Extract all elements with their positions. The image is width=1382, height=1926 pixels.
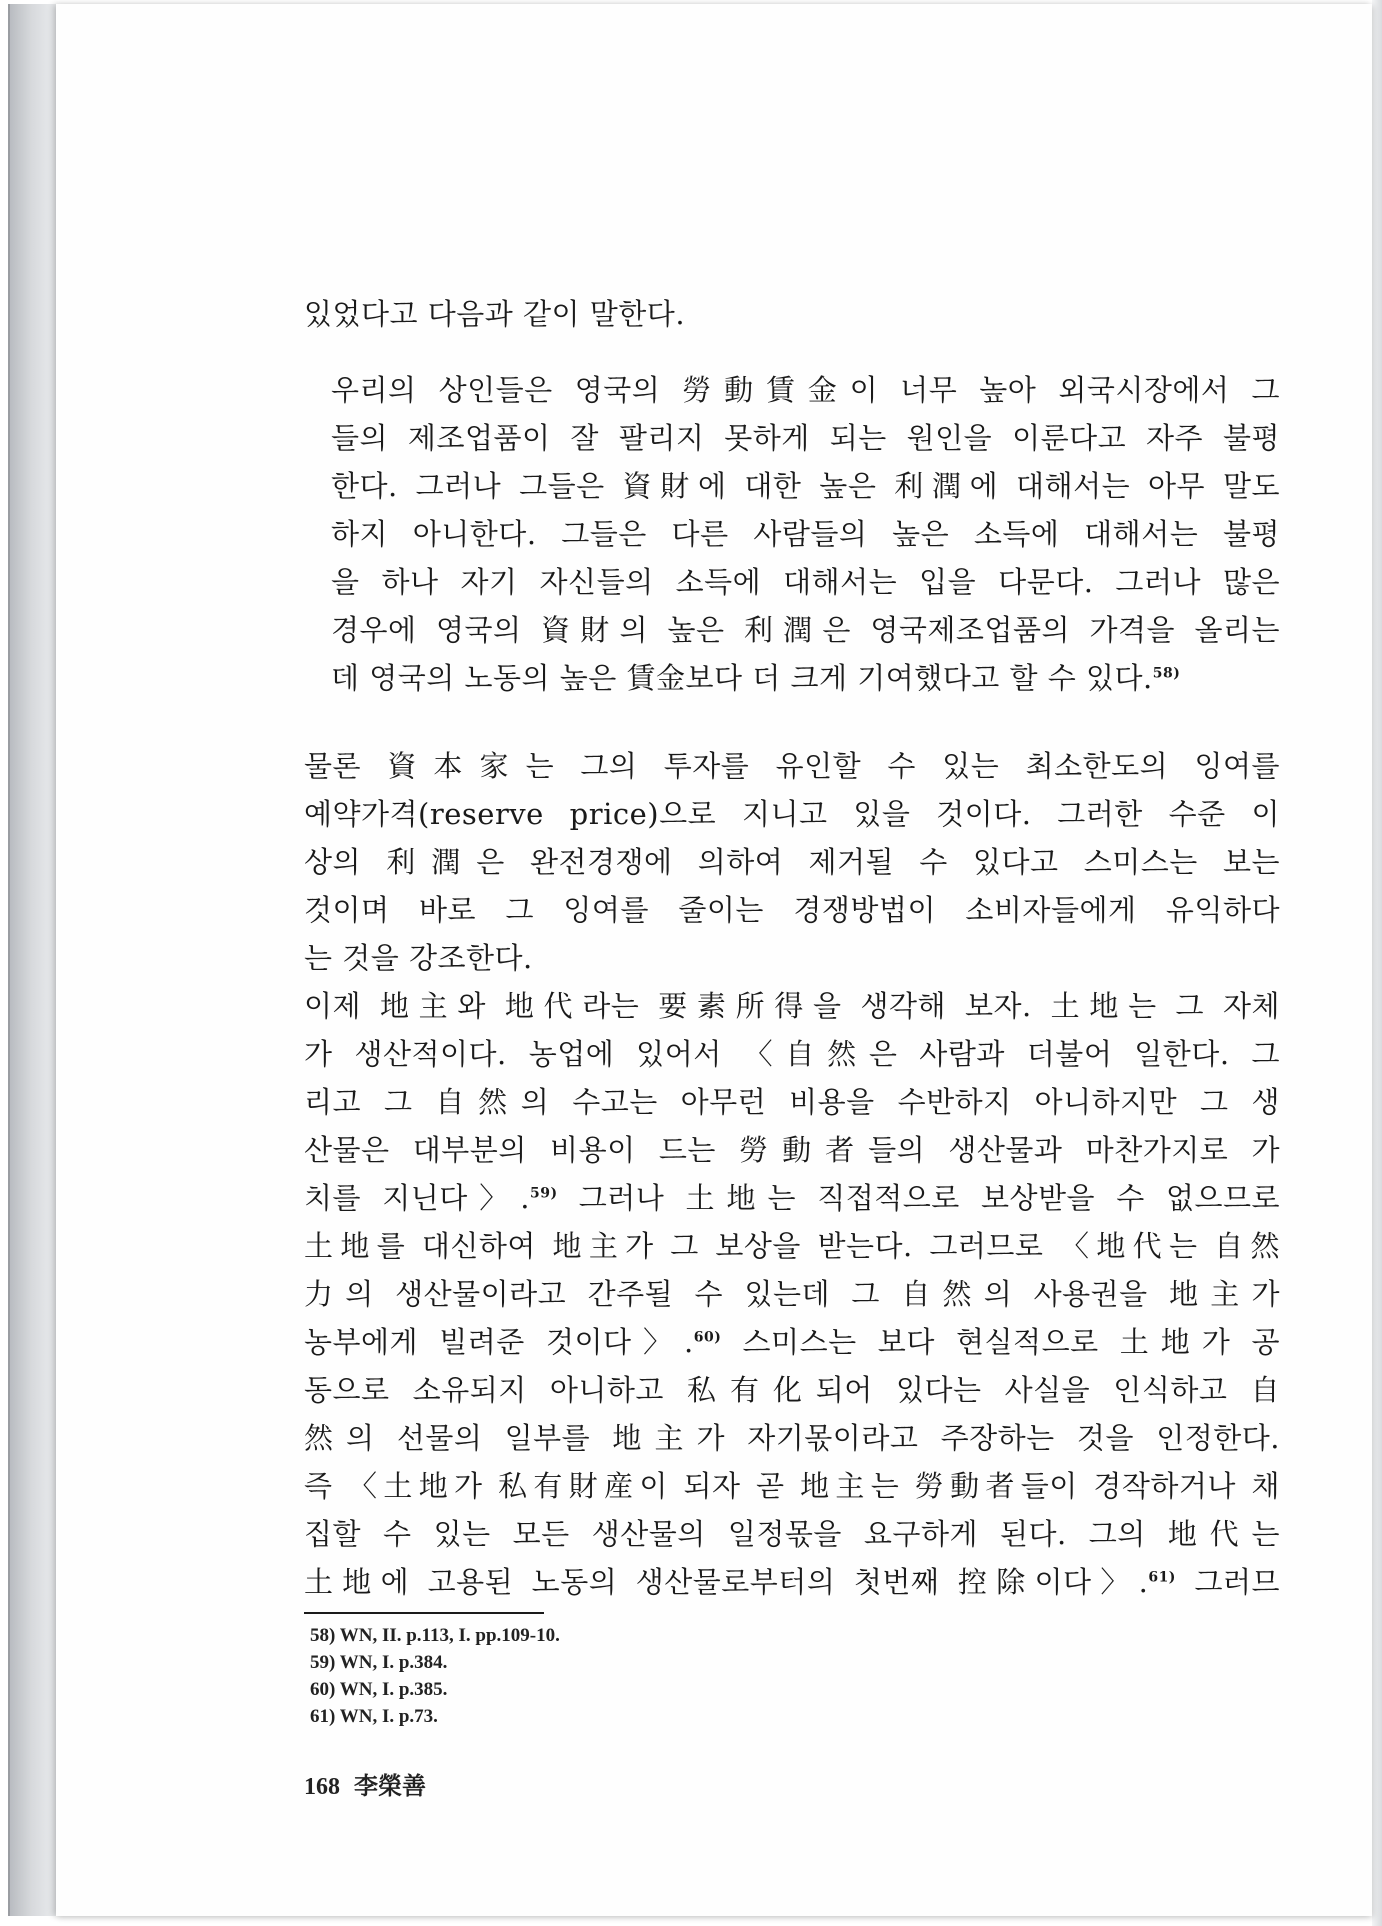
paragraph-2 — [304, 982, 1280, 1606]
block-quote — [304, 366, 1280, 702]
body-line: 동으로 소유되지 아니하고 私有化되어 있다는 사실을 인식하고 自 — [304, 1373, 1280, 1407]
footnote-ref-59[interactable]: 59) — [529, 1185, 558, 1202]
quote-line: 을 하나 자기 자신들의 소득에 대해서는 입을 다문다. 그러나 많은 — [331, 565, 1280, 599]
quote-line: 하지 아니한다. 그들은 다른 사람들의 높은 소득에 대해서는 불평 — [331, 517, 1280, 551]
footnote-ref-58[interactable]: 58) — [1152, 665, 1181, 682]
quote-line: 들의 제조업품이 잘 팔리지 못하게 되는 원인을 이룬다고 자주 불평 — [331, 421, 1280, 455]
page-folio — [304, 1766, 1280, 1801]
footnote-ref-61[interactable]: 61) — [1148, 1569, 1176, 1586]
page-content — [304, 290, 1280, 1801]
footnote-59: 59) WN, I. p.384. — [310, 1652, 448, 1673]
body-line: 는 것을 강조한다. — [304, 941, 533, 975]
body-text: 농부에게 빌려준 것이다〉. — [304, 1325, 694, 1359]
body-line: 예약가격(reserve price)으로 지니고 있을 것이다. 그러한 수준 이 — [304, 797, 1280, 831]
body-line: 물론 資本家는 그의 투자를 유인할 수 있는 최소한도의 잉여를 — [304, 749, 1280, 783]
body-line: 리고 그 自然의 수고는 아무런 비용을 수반하지 아니하지만 그 생 — [304, 1085, 1280, 1119]
footnote-61: 61) WN, I. p.73. — [310, 1706, 438, 1727]
book-spine-edge — [8, 4, 58, 1916]
body-line: 산물은 대부분의 비용이 드는 勞動者들의 생산물과 마찬가지로 가 — [304, 1133, 1280, 1167]
body-line: 가 생산적이다. 농업에 있어서 〈自然은 사람과 더불어 일한다. 그 — [304, 1037, 1280, 1071]
paragraph-1 — [304, 742, 1280, 982]
quote-line: 경우에 영국의 資財의 높은 利潤은 영국제조업품의 가격을 올리는 — [331, 613, 1280, 647]
body-line: 즉 〈土地가 私有財産이 되자 곧 地主는 勞動者들이 경작하거나 채 — [304, 1469, 1280, 1503]
body-text: 스미스는 보다 현실적으로 土地가 공 — [721, 1325, 1280, 1359]
footnote-58: 58) WN, II. p.113, I. pp.109-10. — [310, 1625, 560, 1646]
body-text: 그러므 — [1175, 1565, 1280, 1599]
quote-line — [331, 654, 1280, 702]
page-number: 168 — [304, 1774, 340, 1800]
footnote-ref-60[interactable]: 60) — [693, 1329, 722, 1346]
body-line: 이제 地主와 地代라는 要素所得을 생각해 보자. 土地는 그 자체 — [304, 989, 1280, 1023]
body-line: 상의 利潤은 완전경쟁에 의하여 제거될 수 있다고 스미스는 보는 — [304, 845, 1280, 879]
body-line: 집할 수 있는 모든 생산물의 일정몫을 요구하게 된다. 그의 地代는 — [304, 1517, 1280, 1551]
body-line: 것이며 바로 그 잉여를 줄이는 경쟁방법이 소비자들에게 유익하다 — [304, 893, 1280, 927]
quote-text: 데 영국의 노동의 높은 賃金보다 더 크게 기여했다고 할 수 있다. — [331, 661, 1153, 695]
book-page — [56, 4, 1372, 1916]
body-line: 土地를 대신하여 地主가 그 보상을 받는다. 그러므로 〈地代는 自然 — [304, 1229, 1280, 1263]
intro-line: 있었다고 다음과 같이 말한다. — [304, 297, 686, 331]
body-text: 치를 지닌다〉. — [304, 1181, 530, 1215]
body-line — [304, 1318, 1280, 1366]
body-line: 力의 생산물이라고 간주될 수 있는데 그 自然의 사용권을 地主가 — [304, 1277, 1280, 1311]
footnote-60: 60) WN, I. p.385. — [310, 1679, 448, 1700]
footnote-divider — [304, 1612, 544, 1614]
quote-line: 한다. 그러나 그들은 資財에 대한 높은 利潤에 대해서는 아무 말도 — [331, 469, 1280, 503]
body-line — [304, 1174, 1280, 1222]
running-author: 李榮善 — [354, 1774, 426, 1800]
body-line: 然의 선물의 일부를 地主가 자기몫이라고 주장하는 것을 인정한다. — [304, 1421, 1280, 1455]
page-right-edge — [1372, 0, 1382, 1926]
body-text: 土地에 고용된 노동의 생산물로부터의 첫번째 控除이다〉. — [304, 1565, 1149, 1599]
footnotes — [310, 1622, 1280, 1730]
quote-line: 우리의 상인들은 영국의 勞動賃金이 너무 높아 외국시장에서 그 — [331, 373, 1280, 407]
body-text: 그러나 土地는 직접적으로 보상받을 수 없으므로 — [557, 1181, 1280, 1215]
body-line — [304, 1558, 1280, 1606]
